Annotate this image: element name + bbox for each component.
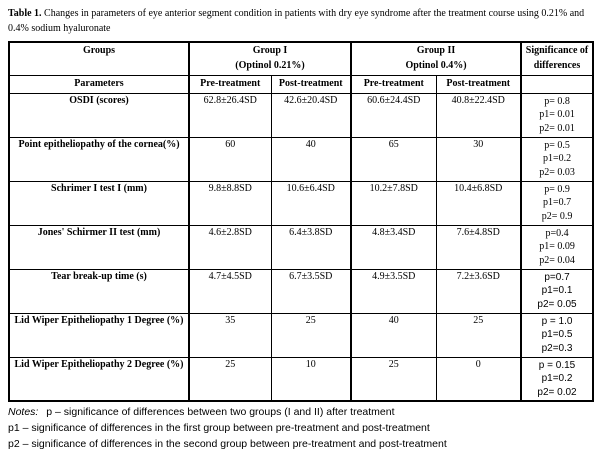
header-group1 (189, 42, 351, 75)
significance-values (521, 357, 593, 401)
p1-value: p1=0.1 (541, 285, 573, 297)
g1-pre-value: 4.6±2.8SD (189, 225, 271, 269)
table-row (9, 313, 593, 357)
p1-value: p1= 0.09 (539, 241, 575, 253)
parameter-name: Jones' Schirmer II test (mm) (9, 225, 189, 269)
header-row-parameters (9, 75, 593, 93)
g1-pre-value: 60 (189, 137, 271, 181)
p1-value: p1=0.5 (541, 329, 573, 341)
p1-value: p1=0.2 (542, 153, 572, 165)
significance-values (521, 313, 593, 357)
table-row (9, 225, 593, 269)
g2-post-value: 7.2±3.6SD (436, 269, 521, 313)
table-caption (8, 7, 592, 36)
p2-value: p2= 0.03 (539, 166, 575, 178)
table-caption-label: Table 1. (8, 8, 42, 19)
header-group1-drug: (Optinol 0.21%) (235, 59, 305, 71)
parameter-name: Lid Wiper Epitheliopathy 1 Degree (%) (9, 313, 189, 357)
g2-post-value: 30 (436, 137, 521, 181)
header-significance (521, 42, 593, 75)
header-parameters: Parameters (9, 75, 189, 93)
g1-pre-value: 62.8±26.4SD (189, 93, 271, 137)
header-group2 (351, 42, 521, 75)
p-value: p= 0.5 (544, 139, 570, 151)
p-value: p= 0.9 (544, 183, 570, 195)
p2-value: p2=0.3 (541, 342, 573, 354)
p1-value: p1=0.2 (541, 373, 573, 384)
p2-value: p2= 0.05 (537, 298, 577, 310)
table-row (9, 93, 593, 137)
g2-pre-value: 65 (351, 137, 436, 181)
p1-value: p1= 0.01 (539, 109, 575, 121)
header-groups: Groups (9, 42, 189, 75)
parameter-name: Point epitheliopathy of the cornea(%) (9, 137, 189, 181)
header-group1-name: Group I (252, 45, 288, 57)
g1-post-value: 40 (271, 137, 351, 181)
significance-values (521, 225, 593, 269)
p2-value: p2= 0.01 (539, 122, 575, 134)
g1-pre-value: 4.7±4.5SD (189, 269, 271, 313)
p-value: p= 0.8 (544, 95, 570, 107)
header-g1-post: Post-treatment (271, 75, 351, 93)
note-line-p2: p2 – significance of differences in the second group between pre-treatment and post-treatment (8, 437, 447, 450)
header-group2-drug: Optinol 0.4%) (405, 59, 467, 71)
parameter-name: OSDI (scores) (9, 93, 189, 137)
g1-pre-value: 9.8±8.8SD (189, 181, 271, 225)
g1-pre-value: 35 (189, 313, 271, 357)
g2-post-value: 25 (436, 313, 521, 357)
g2-post-value: 10.4±6.8SD (436, 181, 521, 225)
g2-pre-value: 60.6±24.4SD (351, 93, 436, 137)
parameter-name: Lid Wiper Epitheliopathy 2 Degree (%) (9, 357, 189, 401)
p-value: p=0.4 (545, 227, 569, 239)
header-significance-line2: differences (533, 59, 581, 71)
g2-post-value: 0 (436, 357, 521, 401)
header-g1-pre: Pre-treatment (189, 75, 271, 93)
g1-post-value: 6.4±3.8SD (271, 225, 351, 269)
significance-values (521, 269, 593, 313)
header-g2-post: Post-treatment (436, 75, 521, 93)
g2-post-value: 40.8±22.4SD (436, 93, 521, 137)
p-value: p=0.7 (544, 271, 570, 283)
header-g2-pre: Pre-treatment (351, 75, 436, 93)
header-significance-empty (521, 75, 593, 93)
table-notes (8, 405, 592, 452)
p-value: p = 1.0 (541, 315, 573, 327)
p1-value: p1=0.7 (542, 197, 572, 209)
parameter-name: Tear break-up time (s) (9, 269, 189, 313)
significance-values (521, 137, 593, 181)
note-line-p (8, 405, 592, 421)
table-row (9, 269, 593, 313)
g1-post-value: 42.6±20.4SD (271, 93, 351, 137)
p-value: p = 0.15 (538, 359, 576, 371)
g1-post-value: 10 (271, 357, 351, 401)
g2-pre-value: 4.9±3.5SD (351, 269, 436, 313)
header-significance-line1: Significance of (525, 45, 589, 57)
table-row (9, 181, 593, 225)
note-p-text: p – significance of differences between two groups (I and II) after treatment (46, 406, 395, 418)
significance-values (521, 181, 593, 225)
g1-post-value: 25 (271, 313, 351, 357)
p2-value: p2= 0.04 (539, 254, 575, 266)
header-group2-name: Group II (416, 45, 456, 57)
g1-post-value: 10.6±6.4SD (271, 181, 351, 225)
g2-pre-value: 10.2±7.8SD (351, 181, 436, 225)
significance-values (521, 93, 593, 137)
header-row-groups (9, 42, 593, 75)
g2-pre-value: 40 (351, 313, 436, 357)
note-line-p1: p1 – significance of differences in the first group between pre-treatment and post-treatment (8, 421, 430, 434)
notes-label: Notes: (8, 406, 39, 418)
p2-value: p2= 0.9 (541, 210, 573, 222)
g1-post-value: 6.7±3.5SD (271, 269, 351, 313)
g2-pre-value: 4.8±3.4SD (351, 225, 436, 269)
table-caption-text: Changes in parameters of eye anterior segment condition in patients with dry eye syndrome after the treatment course using 0.21% and 0.4% sodium hyaluronate (8, 8, 585, 34)
table-row (9, 137, 593, 181)
g1-pre-value: 25 (189, 357, 271, 401)
parameter-name: Schrimer I test I (mm) (9, 181, 189, 225)
results-table (8, 41, 594, 402)
table-row (9, 357, 593, 401)
p2-value: p2= 0.02 (537, 386, 577, 398)
g2-post-value: 7.6±4.8SD (436, 225, 521, 269)
g2-pre-value: 25 (351, 357, 436, 401)
